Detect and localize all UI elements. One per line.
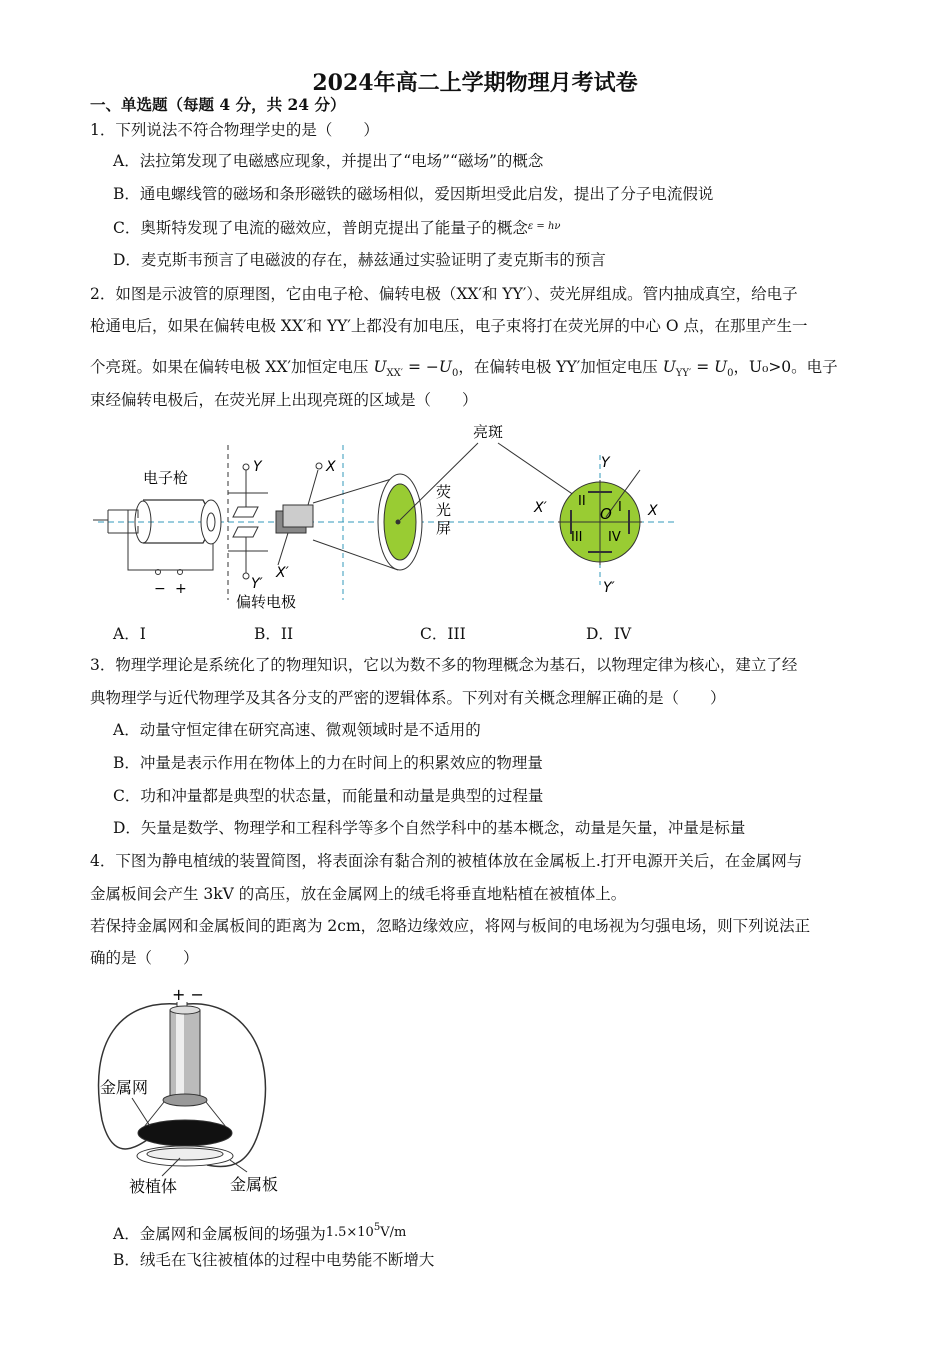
q4-exp: 5 bbox=[373, 1222, 381, 1233]
q2-f1-sub: XX′ bbox=[386, 368, 404, 379]
label-quadrant-3: III bbox=[571, 530, 583, 545]
term-x bbox=[316, 463, 322, 469]
label-screen-3: 屏 bbox=[436, 519, 452, 537]
wire-x bbox=[308, 470, 318, 505]
q1-option-d: D．麦克斯韦预言了电磁波的存在，赫兹通过实验证明了麦克斯韦的预言 bbox=[113, 251, 606, 269]
q2-option-a: A．I bbox=[113, 625, 146, 643]
label-screen-2: 光 bbox=[436, 501, 452, 519]
q2-option-b: B．II bbox=[254, 625, 294, 643]
plate-yp bbox=[233, 527, 258, 537]
q1-option-c-text: C．奥斯特发现了电流的磁效应，普朗克提出了能量子的概念 bbox=[113, 219, 528, 237]
label-quadrant-4: IV bbox=[608, 530, 621, 545]
label-y-left: Y bbox=[253, 459, 262, 475]
q4-option-a-text: A．金属网和金属板间的场强为 bbox=[113, 1225, 326, 1243]
label-x-right: X bbox=[648, 503, 658, 519]
q3-option-a: A．动量守恒定律在研究高速、微观领域时是不适用的 bbox=[113, 721, 481, 739]
label-screen-1: 荧 bbox=[436, 483, 452, 501]
label-net: 金属网 bbox=[100, 1078, 149, 1097]
label-body: 被植体 bbox=[129, 1177, 178, 1196]
q3-option-b: B．冲量是表示作用在物体上的力在时间上的积累效应的物理量 bbox=[113, 754, 543, 772]
q2-f2-rest: = U bbox=[691, 358, 728, 376]
flocked-body bbox=[147, 1148, 223, 1160]
q1-option-b: B．通电螺线管的磁场和条形磁铁的磁场相似，爱因斯坦受此启发，提出了分子电流假说 bbox=[113, 185, 714, 203]
q2-line1: 2．如图是示波管的原理图，它由电子枪、偏转电极（XX′和 YY′）、荧光屏组成。管内抽成真空，给电子 bbox=[90, 285, 798, 303]
wire-xp bbox=[278, 533, 288, 565]
label-o: O bbox=[600, 505, 612, 523]
q2-formula-uyy bbox=[662, 358, 734, 379]
label-x-left: X bbox=[326, 459, 336, 475]
q2-line3 bbox=[90, 357, 838, 384]
q4-line1: 4．下图为静电植绒的装置简图，将表面涂有黏合剂的被植体放在金属板上.打开电源开关后，在金属网与 bbox=[90, 852, 803, 870]
q2-f1-rest: = −U bbox=[403, 358, 452, 376]
page-title: 2024年高二上学期物理月考试卷 bbox=[312, 70, 638, 96]
q1-option-c bbox=[113, 217, 561, 238]
section-heading: 一、单选题（每题 4 分，共 24 分） bbox=[90, 95, 346, 114]
q3-option-d: D．矢量是数学、物理学和工程科学等多个自然学科中的基本概念，动量是矢量，冲量是标量 bbox=[113, 819, 746, 837]
metal-net bbox=[138, 1120, 232, 1146]
plate-x2 bbox=[283, 505, 313, 527]
q4-line3: 若保持金属网和金属板间的距离为 2cm，忽略边缘效应，将网与板间的电场视为匀强电场，则下列说法正 bbox=[90, 917, 811, 935]
anode-hole bbox=[207, 513, 215, 531]
q2-f1-sub2: 0 bbox=[451, 368, 459, 379]
q3-line2: 典物理学与近代物理学及其各分支的严密的逻辑体系。下列对有关概念理解正确的是（ ） bbox=[90, 689, 726, 707]
label-plus: + bbox=[175, 581, 187, 597]
label-yp-left: Y′ bbox=[251, 576, 263, 592]
label-gun: 电子枪 bbox=[143, 469, 189, 487]
q4-option-a bbox=[113, 1218, 406, 1244]
rod-highlight bbox=[176, 1010, 184, 1098]
q2-line2: 枪通电后，如果在偏转电极 XX′和 YY′上都没有加电压，电子束将打在荧光屏的中心 O 点，在那里产生一 bbox=[90, 317, 808, 335]
q3-option-c: C．功和冲量都是典型的状态量，而能量和动量是典型的过程量 bbox=[113, 787, 544, 805]
q4-option-b: B．绒毛在飞往被植体的过程中电势能不断增大 bbox=[113, 1251, 435, 1269]
q2-f2-sub2: 0 bbox=[727, 368, 734, 379]
label-xp-left: X′ bbox=[276, 565, 289, 581]
q4-line2: 金属板间会产生 3kV 的高压，放在金属网上的绒毛将垂直地粘植在被植体上。 bbox=[90, 885, 627, 903]
label-y-right: Y bbox=[601, 455, 610, 471]
label-electrodes: 偏转电极 bbox=[236, 593, 297, 611]
electrode-rod bbox=[170, 1010, 200, 1098]
plate-y bbox=[233, 507, 258, 517]
q1-formula: ε = hν bbox=[527, 221, 561, 232]
q2-f2-u: U bbox=[662, 358, 676, 376]
label-quadrant-1: I bbox=[618, 500, 622, 515]
q1-stem: 1．下列说法不符合物理学史的是（ ） bbox=[90, 121, 379, 139]
q2-formula-uxx bbox=[373, 358, 459, 379]
gun-wire bbox=[128, 510, 213, 570]
flocking-diagram bbox=[92, 980, 302, 1200]
q2-line3-text-b: ，在偏转电极 YY′加恒定电压 bbox=[458, 358, 658, 376]
q4-line4: 确的是（ ） bbox=[90, 949, 199, 967]
rod-base bbox=[163, 1094, 207, 1106]
q2-line4: 束经偏转电极后，在荧光屏上出现亮斑的区域是（ ） bbox=[90, 391, 478, 409]
q2-option-d: D．IV bbox=[586, 625, 632, 643]
label-plate: 金属板 bbox=[230, 1175, 279, 1194]
q4-option-a-value bbox=[325, 1222, 407, 1240]
oscilloscope-diagram bbox=[88, 415, 678, 615]
q2-f1-u: U bbox=[373, 358, 387, 376]
term-yp bbox=[243, 573, 249, 579]
screen-spot bbox=[396, 520, 401, 525]
q3-line1: 3．物理学理论是系统化了的物理知识，它以为数不多的物理概念为基石，以物理定律为核心，建立了经 bbox=[90, 656, 798, 674]
net-pointer bbox=[132, 1098, 150, 1126]
q2-line3-text-c: ，U₀>0。电子 bbox=[733, 358, 838, 376]
q4-unit: V/m bbox=[380, 1225, 407, 1240]
label-minus: − bbox=[154, 581, 166, 597]
term-y bbox=[243, 464, 249, 470]
label-yp-right: Y′ bbox=[603, 580, 615, 596]
label-xp-right: X′ bbox=[534, 500, 547, 516]
rod-top bbox=[170, 1006, 200, 1014]
q4-val: 1.5×10 bbox=[325, 1225, 374, 1240]
label-spot: 亮斑 bbox=[473, 423, 504, 441]
q2-option-c: C．III bbox=[420, 625, 466, 643]
q2-f2-sub: YY′ bbox=[675, 368, 692, 379]
q2-line3-text-a: 个亮斑。如果在偏转电极 XX′加恒定电压 bbox=[90, 358, 369, 376]
label-plus-minus: + − bbox=[172, 985, 204, 1004]
label-quadrant-2: II bbox=[578, 494, 586, 509]
q1-option-a: A．法拉第发现了电磁感应现象，并提出了“电场”“磁场”的概念 bbox=[113, 152, 544, 170]
